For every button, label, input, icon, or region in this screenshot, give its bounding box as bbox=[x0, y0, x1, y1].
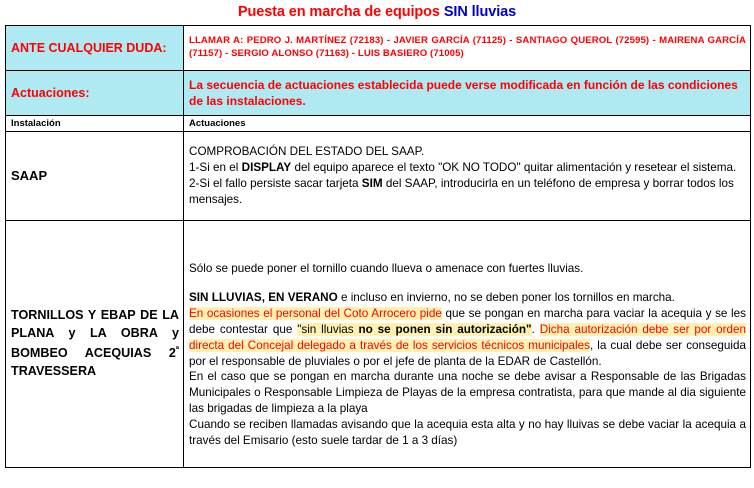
tornillos-p2-emphasis: SIN LLUVIAS, EN VERANO bbox=[189, 290, 338, 304]
saap-line-3-a: 2-Si el fallo persiste sacar tarjeta bbox=[189, 177, 362, 190]
saap-label-text: SAAP bbox=[11, 168, 48, 183]
tornillos-actions-text bbox=[189, 235, 746, 453]
actuaciones-note-text: La secuencia de actuaciones establecida puede verse modificada en función de las condiciones de las instalaciones. bbox=[189, 77, 738, 108]
saap-line-2-display: DISPLAY bbox=[241, 161, 292, 175]
tornillos-p3-seg4: "sin lluvias bbox=[297, 322, 359, 336]
tornillos-p3-seg3: que bbox=[267, 322, 298, 336]
cell-duda-label bbox=[6, 26, 184, 71]
tornillos-paragraph-5: Cuando se reciben llamadas avisando que la acequia esta alta y no hay lluivas se debe vaciar la acequia a través del Emisario (esto suele tardar de 1 a 3 días) bbox=[189, 418, 746, 448]
tornillos-p3-seg2: que se pongan en marcha para vaciar la acequia y se les debe contestar bbox=[189, 306, 746, 336]
saap-actions-text bbox=[189, 144, 746, 208]
procedures-table bbox=[5, 25, 751, 468]
table-row-saap bbox=[6, 132, 751, 221]
tornillos-label-ordinal: ª bbox=[175, 343, 179, 354]
actuaciones-label-text: Actuaciones: bbox=[11, 86, 90, 100]
tornillos-p3-seg5: no se ponen sin autorización" bbox=[358, 322, 532, 336]
tornillos-label-main: TORNILLOS Y EBAP DE LA PLANA y LA OBRA y BOMBEO ACEQUIAS 2 bbox=[11, 308, 179, 361]
cell-saap-actions bbox=[184, 132, 751, 221]
tornillos-label-text bbox=[11, 307, 179, 381]
page-title-accent: SIN lluvias bbox=[443, 4, 517, 20]
saap-line-2-c: del equipo aparece el texto "OK NO TODO" quitar alimentación y resetear el sistema. bbox=[291, 161, 737, 175]
saap-line-2 bbox=[189, 160, 746, 176]
paragraph-spacer bbox=[189, 277, 746, 290]
cell-tornillos-label bbox=[6, 221, 184, 468]
tornillos-p3-seg7: Dicha autorización debe ser por orden directa del Concejal delegado a través de los servicios técnicos municipales bbox=[189, 322, 747, 352]
cell-actuaciones-label bbox=[6, 71, 184, 116]
cell-duda-contacts bbox=[184, 26, 751, 71]
column-header-instalacion: Instalación bbox=[6, 116, 184, 132]
page-title bbox=[0, 0, 754, 25]
saap-line-3 bbox=[189, 176, 746, 208]
duda-contacts-text: LLAMAR A: PEDRO J. MARTÍNEZ (72183) - JAVIER GARCÍA (71125) - SANTIAGO QUEROL (72595) - MAIRENA GARCÍA (71157) - SERGIO ALONSO (71163) - LUIS BASIERO (71005) bbox=[189, 35, 746, 59]
table-row-ante-cualquier-duda bbox=[6, 26, 751, 71]
cell-saap-label bbox=[6, 132, 184, 221]
tornillos-p3-seg8: , la cual debe ser conseguida por el responsable de pluviales o por el jefe de planta de la EDAR de Castellón. bbox=[189, 338, 746, 368]
saap-line-3-c: del SAAP, introducirla en un teléfono de empresa y borrar todos los mensajes. bbox=[189, 177, 734, 206]
tornillos-p3-seg1: En ocasiones el personal del Coto Arrocero pide bbox=[189, 306, 442, 320]
tornillos-p2-rest: e incluso en invierno, no se deben poner los tornillos en marcha. bbox=[337, 290, 675, 304]
tornillos-p3-seg6: . bbox=[531, 322, 540, 336]
tornillos-paragraph-3 bbox=[189, 306, 746, 370]
table-row-column-headers bbox=[6, 116, 751, 132]
table-row-tornillos bbox=[6, 221, 751, 468]
saap-line-2-a: 1-Si en el bbox=[189, 161, 242, 175]
tornillos-paragraph-2 bbox=[189, 290, 746, 306]
cell-actuaciones-note bbox=[184, 71, 751, 116]
cell-tornillos-actions bbox=[184, 221, 751, 468]
page-title-main: Puesta en marcha de equipos bbox=[237, 4, 444, 20]
tornillos-paragraph-4: En el caso que se pongan en marcha durante una noche se debe avisar a Responsable de las Brigadas Municipales o Responsable Limpieza de Playas de la empresa contratista, para que mande al dia siguiente las brigadas de limpieza a la playa bbox=[189, 370, 746, 416]
saap-line-1: COMPROBACIÓN DEL ESTADO DEL SAAP. bbox=[189, 145, 425, 159]
table-row-actuaciones-note bbox=[6, 71, 751, 116]
tornillos-paragraph-1: Sólo se puede poner el tornillo cuando llueva o amenace con fuertes lluvias. bbox=[189, 262, 584, 276]
duda-label-text: ANTE CUALQUIER DUDA: bbox=[11, 41, 167, 55]
saap-line-3-sim: SIM bbox=[361, 177, 383, 190]
column-header-actuaciones: Actuaciones bbox=[184, 116, 751, 132]
tornillos-label-tail: TRAVESSERA bbox=[11, 363, 97, 378]
